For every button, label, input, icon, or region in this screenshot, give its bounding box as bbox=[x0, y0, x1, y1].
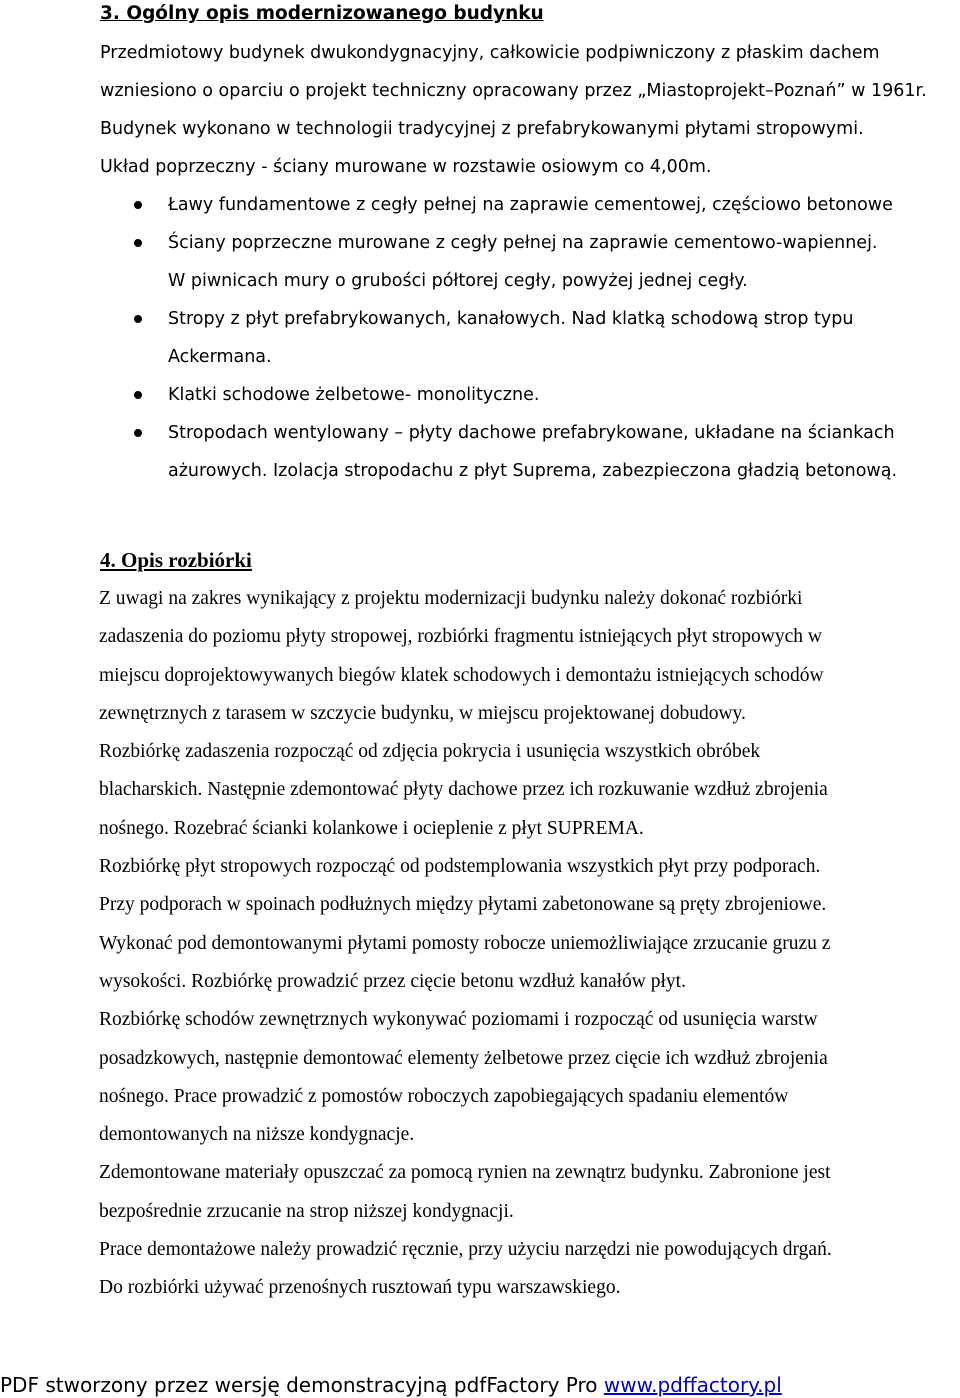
body-line: Do rozbiórki używać przenośnych rusztowań typu warszawskiego. bbox=[99, 1277, 621, 1299]
bullet-line: W piwnicach mury o grubości półtorej cegły, powyżej jednej cegły. bbox=[168, 271, 748, 291]
intro-line: Przedmiotowy budynek dwukondygnacyjny, całkowicie podpiwniczony z płaskim dachem bbox=[100, 43, 880, 63]
body-line: miejscu doprojektowywanych biegów klatek schodowych i demontażu istniejących schodów bbox=[99, 664, 824, 686]
intro-line: Budynek wykonano w technologii tradycyjnej z prefabrykowanymi płytami stropowymi. bbox=[100, 119, 864, 139]
section-3-intro bbox=[100, 34, 950, 186]
intro-line: wzniesiono o oparciu o projekt techniczny opracowany przez „Miastoprojekt–Poznań” w 1961r. bbox=[100, 81, 927, 101]
bullet-line: ażurowych. Izolacja stropodachu z płyt Suprema, zabezpieczona gładzią betonową. bbox=[168, 461, 898, 481]
body-line: Z uwagi na zakres wynikający z projektu modernizacji budynku należy dokonać rozbiórki bbox=[99, 588, 803, 609]
bullet-line: Klatki schodowe żelbetowe- monolityczne. bbox=[168, 385, 540, 405]
pdf-watermark-footer bbox=[0, 1372, 960, 1398]
body-line: Rozbiórkę schodów zewnętrznych wykonywać poziomami i rozpocząć od usunięcia warstw bbox=[99, 1009, 818, 1031]
bullet-item bbox=[0, 300, 928, 376]
bullet-item bbox=[0, 186, 928, 224]
bullet-item bbox=[0, 224, 928, 300]
bullet-dot-icon bbox=[134, 201, 142, 209]
body-line: Prace demontażowe należy prowadzić ręcznie, przy użyciu narzędzi nie powodujących drgań. bbox=[99, 1239, 832, 1261]
footer-text: PDF stworzony przez wersję demonstracyjną pdfFactory Pro bbox=[0, 1373, 604, 1397]
bullet-line: Ackermana. bbox=[168, 347, 272, 367]
body-line: bezpośrednie zrzucanie na strop niższej kondygnacji. bbox=[99, 1200, 514, 1222]
body-line: posadzkowych, następnie demontować elementy żelbetowe przez cięcie ich wzdłuż zbrojenia bbox=[99, 1047, 828, 1069]
footer-link[interactable]: www.pdffactory.pl bbox=[603, 1373, 782, 1397]
body-line: zewnętrznych z tarasem w szczycie budynku, w miejscu projektowanej dobudowy. bbox=[99, 702, 746, 724]
section-4-body bbox=[99, 580, 949, 1308]
body-line: nośnego. Prace prowadzić z pomostów roboczych zapobiegających spadaniu elementów bbox=[99, 1085, 789, 1107]
bullet-line: Stropodach wentylowany – płyty dachowe prefabrykowane, układane na ściankach bbox=[168, 423, 895, 443]
bullet-dot-icon bbox=[134, 391, 142, 399]
body-line: Zdemontowane materiały opuszczać za pomocą rynien na zewnątrz budynku. Zabronione jest bbox=[99, 1162, 831, 1184]
body-line: demontowanych na niższe kondygnacje. bbox=[99, 1124, 415, 1146]
construction-bullet-list bbox=[0, 186, 960, 490]
body-line: Rozbiórkę zadaszenia rozpocząć od zdjęcia pokrycia i usunięcia wszystkich obróbek bbox=[99, 741, 761, 763]
body-line: Wykonać pod demontowanymi płytami pomosty robocze uniemożliwiające zrzucanie gruzu z bbox=[99, 932, 831, 954]
bullet-dot-icon bbox=[134, 239, 142, 247]
bullet-dot-icon bbox=[134, 315, 142, 323]
body-line: Rozbiórkę płyt stropowych rozpocząć od podstemplowania wszystkich płyt przy podporach. bbox=[99, 856, 821, 878]
body-line: nośnego. Rozebrać ścianki kolankowe i ocieplenie z płyt SUPREMA. bbox=[99, 817, 644, 839]
section-4-heading: 4. Opis rozbiórki bbox=[100, 548, 252, 572]
bullet-item bbox=[0, 414, 928, 490]
section-3-heading: 3. Ogólny opis modernizowanego budynku bbox=[100, 3, 544, 24]
body-line: wysokości. Rozbiórkę prowadzić przez cięcie betonu wzdłuż kanałów płyt. bbox=[99, 970, 686, 992]
intro-line: Układ poprzeczny - ściany murowane w rozstawie osiowym co 4,00m. bbox=[100, 157, 712, 177]
bullet-line: Stropy z płyt prefabrykowanych, kanałowych. Nad klatką schodową strop typu bbox=[168, 309, 854, 329]
body-line: Przy podporach w spoinach podłużnych między płytami zabetonowane są pręty zbrojeniowe. bbox=[99, 894, 827, 916]
bullet-line: Ściany poprzeczne murowane z cegły pełnej na zaprawie cementowo-wapiennej. bbox=[168, 233, 878, 253]
bullet-line: Ławy fundamentowe z cegły pełnej na zaprawie cementowej, częściowo betonowe bbox=[168, 195, 893, 215]
body-line: blacharskich. Następnie zdemontować płyty dachowe przez ich rozkuwanie wzdłuż zbrojenia bbox=[99, 779, 828, 801]
body-line: zadaszenia do poziomu płyty stropowej, rozbiórki fragmentu istniejących płyt stropowych w bbox=[99, 626, 822, 648]
bullet-dot-icon bbox=[134, 429, 142, 437]
bullet-item bbox=[0, 376, 928, 414]
